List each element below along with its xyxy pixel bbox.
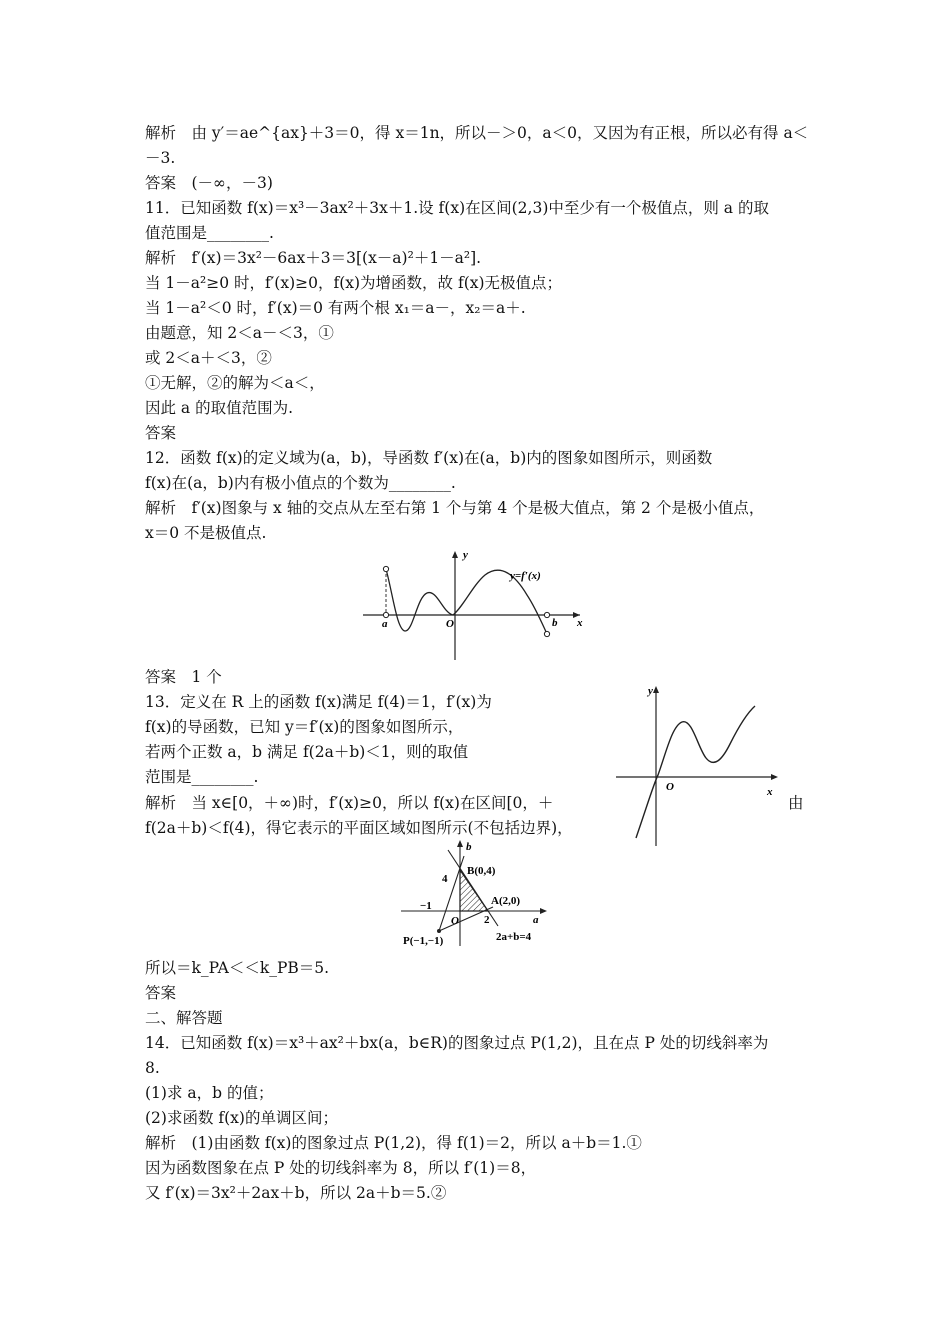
q14-part-1: (1)求 a，b 的值； <box>145 1084 274 1102</box>
q14-solution-2: 因为函数图象在点 P 处的切线斜率为 8，所以 f′(1)＝8， <box>145 1159 537 1177</box>
fig3-a-label: a <box>533 914 539 926</box>
q14-solution-3: 又 f′(x)＝3x²＋2ax＋b，所以 2a＋b＝5.② <box>145 1184 447 1202</box>
answer-11: 答案 <box>145 424 177 442</box>
q14-solution-1: 解析 (1)由函数 f(x)的图象过点 P(1,2)，得 f(1)＝2，所以 a＋b＝1.① <box>145 1134 642 1152</box>
q12-solution-2: x＝0 不是极值点. <box>145 524 267 542</box>
fig1-curve-label: y=f′(x) <box>510 570 541 582</box>
q14-line-1: 14．已知函数 f(x)＝x³＋ax²＋bx(a，b∈R)的图象过点 P(1,2)，且在点 P 处的切线斜率为 <box>145 1034 769 1052</box>
q11-solution-7: 因此 a 的取值范围为. <box>145 399 294 417</box>
fig2-y-label: y <box>648 685 653 697</box>
q12-solution-1: 解析 f′(x)图象与 x 轴的交点从左至右第 1 个与第 4 个是极大值点，第 2 个是极小值点， <box>145 499 765 517</box>
q11-solution-6: ①无解，②的解为＜a＜， <box>145 374 325 392</box>
fig3-b-label: b <box>466 841 472 853</box>
q13-solution-tail: 由 <box>788 794 804 812</box>
fig3-neg1-label: −1 <box>420 900 432 912</box>
fig1-x-label: x <box>577 617 583 629</box>
open-point-a <box>383 612 388 617</box>
fig2-o-label: O <box>666 781 674 793</box>
fig3-line-label: 2a+b=4 <box>496 931 532 943</box>
point-P <box>437 929 441 933</box>
q11-solution-4: 由题意，知 2＜a－＜3，① <box>145 324 334 342</box>
figure-derivative-graph <box>355 545 595 663</box>
q13-line-3: 若两个正数 a，b 满足 f(2a＋b)＜1，则的取值 <box>145 743 469 761</box>
q13-line-4: 范围是________. <box>145 768 259 786</box>
q13-solution-3: 所以＝k_PA＜＜k_PB＝5. <box>145 959 330 977</box>
open-point-a-top <box>383 566 388 571</box>
fig3-A-label: A(2,0) <box>491 895 521 907</box>
figure-region-graph <box>395 836 555 954</box>
q11-solution-5: 或 2＜a＋＜3，② <box>145 349 272 367</box>
q11-solution-1: 解析 f′(x)＝3x²－6ax＋3＝3[(x－a)²＋1－a²]. <box>145 249 482 267</box>
fig1-a-label: a <box>382 618 388 630</box>
answer-12: 答案 1 个 <box>145 668 222 686</box>
fig3-B-label: B(0,4) <box>467 865 496 877</box>
q11-solution-2: 当 1－a²≥0 时，f′(x)≥0，f(x)为增函数，故 f(x)无极值点； <box>145 274 563 292</box>
section-heading: 二、解答题 <box>145 1009 223 1027</box>
fig3-four-label: 4 <box>442 873 448 885</box>
q13-line-2: f(x)的导函数，已知 y＝f′(x)的图象如图所示， <box>145 718 464 736</box>
q12-line-2: f(x)在(a，b)内有极小值点的个数为________. <box>145 474 456 492</box>
open-point-end <box>544 631 549 636</box>
b-axis-arrow <box>457 840 463 847</box>
q11-line-2: 值范围是________. <box>145 224 274 242</box>
fig3-o-label: O <box>451 915 459 927</box>
answer-10: 答案 (－∞，－3) <box>145 174 273 192</box>
answer-13: 答案 <box>145 984 177 1002</box>
fig3-two-label: 2 <box>484 914 490 926</box>
q14-line-2: 8. <box>145 1059 160 1077</box>
fig1-b-label: b <box>552 617 558 629</box>
open-point-b <box>544 612 549 617</box>
q11-line-1: 11．已知函数 f(x)＝x³－3ax²＋3x＋1.设 f(x)在区间(2,3)中至少有一个极值点，则 a 的取 <box>145 199 769 217</box>
a-axis-arrow <box>540 908 547 914</box>
q13-solution-1: 解析 当 x∈[0，＋∞)时，f′(x)≥0，所以 f(x)在区间[0，＋ <box>145 794 554 812</box>
q13-line-1: 13．定义在 R 上的函数 f(x)满足 f(4)＝1，f′(x)为 <box>145 693 492 711</box>
fig1-o-label: O <box>446 618 454 630</box>
q13-solution-2: f(2a＋b)＜f(4)，得它表示的平面区域如图所示(不包括边界)， <box>145 819 573 837</box>
q12-line-1: 12．函数 f(x)的定义域为(a，b)，导函数 f′(x)在(a，b)内的图象如图所示，则函数 <box>145 449 713 467</box>
figure-q13-graph <box>612 678 787 850</box>
line-2: －3. <box>145 149 176 167</box>
q11-solution-3: 当 1－a²＜0 时，f′(x)＝0 有两个根 x₁＝a－，x₂＝a＋. <box>145 299 526 317</box>
fig2-x-label: x <box>767 786 773 798</box>
q14-part-2: (2)求函数 f(x)的单调区间； <box>145 1109 338 1127</box>
fig1-y-label: y <box>463 549 468 561</box>
y-axis-arrow <box>452 551 458 558</box>
fig3-P-label: P(−1,−1) <box>403 935 444 947</box>
line-1: 解析 由 y′＝ae^{ax}＋3＝0，得 x＝1n，所以－＞0，a＜0，又因为有正根，所以必有得 a＜ <box>145 124 809 142</box>
